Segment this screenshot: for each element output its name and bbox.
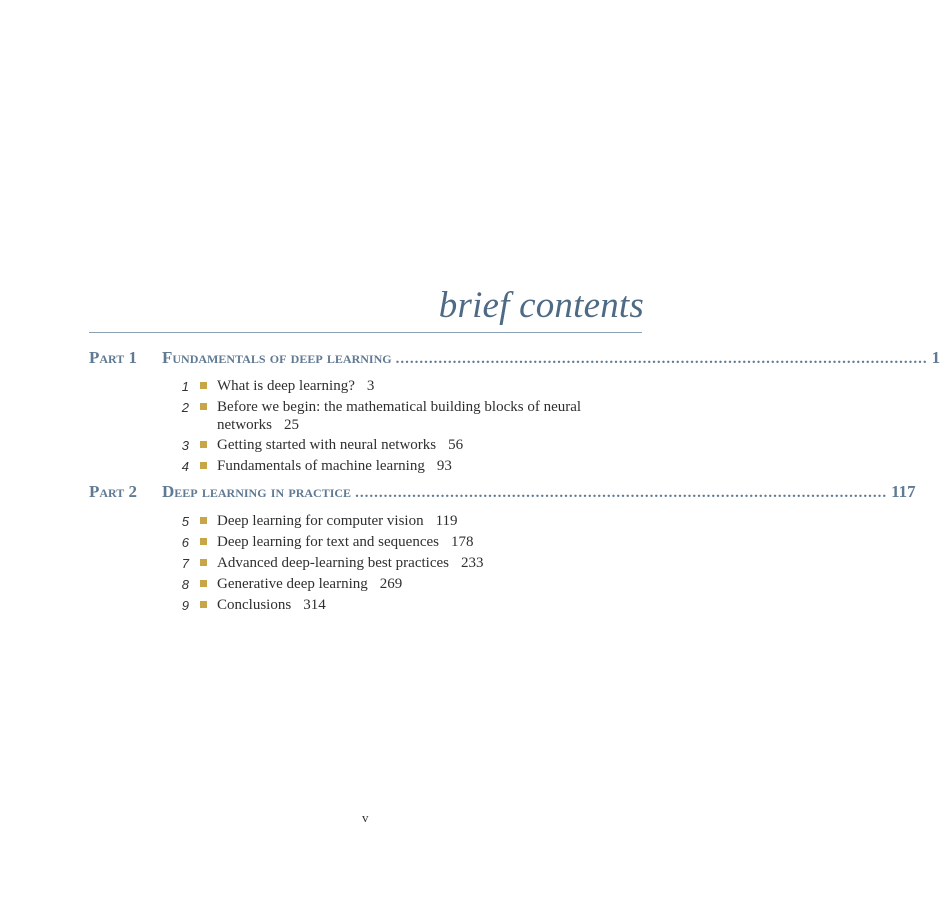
chapter-9[interactable] xyxy=(163,596,633,615)
part-2-title: Deep learning in practice xyxy=(162,482,352,501)
chapter-entry xyxy=(217,554,617,572)
chapter-page: 269 xyxy=(379,576,403,592)
chapter-page: 56 xyxy=(448,437,464,453)
chapter-page: 119 xyxy=(435,513,458,529)
chapter-entry xyxy=(217,575,617,593)
chapter-4[interactable] xyxy=(163,457,633,476)
chapter-1[interactable] xyxy=(163,377,633,396)
chapter-number: 5 xyxy=(181,514,189,529)
chapter-entry xyxy=(217,398,617,434)
bullet-icon xyxy=(200,580,207,587)
chapter-title: Conclusions xyxy=(217,597,292,613)
chapter-number: 3 xyxy=(181,438,189,453)
bullet-icon xyxy=(200,382,207,389)
chapter-2[interactable] xyxy=(163,398,633,434)
part-1-heading[interactable] xyxy=(89,348,940,370)
chapter-6[interactable] xyxy=(163,533,633,552)
bullet-icon xyxy=(200,403,207,410)
part-2-heading[interactable] xyxy=(89,482,916,504)
part-1-title: Fundamentals of deep learning xyxy=(162,348,392,367)
chapter-number: 2 xyxy=(181,400,189,415)
bullet-icon xyxy=(200,601,207,608)
chapter-entry xyxy=(217,533,617,551)
chapter-page: 314 xyxy=(303,597,326,613)
chapter-entry xyxy=(217,457,617,475)
chapter-number: 1 xyxy=(181,379,189,394)
chapter-entry xyxy=(217,436,617,454)
part-2-page: 117 xyxy=(891,482,916,501)
chapter-page: 3 xyxy=(366,378,375,394)
chapter-entry xyxy=(217,596,617,614)
chapter-number: 7 xyxy=(181,556,189,571)
chapter-5[interactable] xyxy=(163,512,633,531)
part-1-leader: ................................................................................................................ xyxy=(395,351,928,367)
chapter-title: Deep learning for text and sequences xyxy=(217,534,439,550)
chapter-page: 25 xyxy=(284,417,299,433)
part-1-label: Part 1 xyxy=(89,348,138,367)
chapter-title: Getting started with neural networks xyxy=(217,437,437,453)
chapter-title: Advanced deep-learning best practices xyxy=(217,555,449,571)
part-2-label: Part 2 xyxy=(89,482,138,501)
part-2-leader: ................................................................................................................ xyxy=(355,485,888,501)
chapter-page: 93 xyxy=(436,458,452,474)
title-rule xyxy=(89,332,642,333)
chapter-7[interactable] xyxy=(163,554,633,573)
chapter-entry xyxy=(217,512,617,530)
page-title: brief contents xyxy=(438,285,644,326)
page-number: v xyxy=(362,810,369,825)
chapter-number: 4 xyxy=(181,459,189,474)
chapter-number: 8 xyxy=(181,577,189,592)
chapter-title: Before we begin: the mathematical building blocks of neural networks xyxy=(217,399,582,433)
chapter-title: Deep learning for computer vision xyxy=(217,513,424,529)
chapter-3[interactable] xyxy=(163,436,633,455)
chapter-8[interactable] xyxy=(163,575,633,594)
chapter-page: 178 xyxy=(451,534,474,550)
chapter-number: 9 xyxy=(181,598,189,613)
bullet-icon xyxy=(200,538,207,545)
part-2-chapter-list xyxy=(163,512,633,617)
bullet-icon xyxy=(200,441,207,448)
chapter-title: What is deep learning? xyxy=(217,378,355,394)
bullet-icon xyxy=(200,517,207,524)
chapter-title: Generative deep learning xyxy=(217,576,368,592)
part-1-chapter-list xyxy=(163,377,633,478)
chapter-number: 6 xyxy=(181,535,189,550)
chapter-page: 233 xyxy=(460,555,484,571)
part-1-page: 1 xyxy=(931,348,940,367)
chapter-title: Fundamentals of machine learning xyxy=(217,458,425,474)
bullet-icon xyxy=(200,462,207,469)
bullet-icon xyxy=(200,559,207,566)
chapter-entry xyxy=(217,377,617,395)
